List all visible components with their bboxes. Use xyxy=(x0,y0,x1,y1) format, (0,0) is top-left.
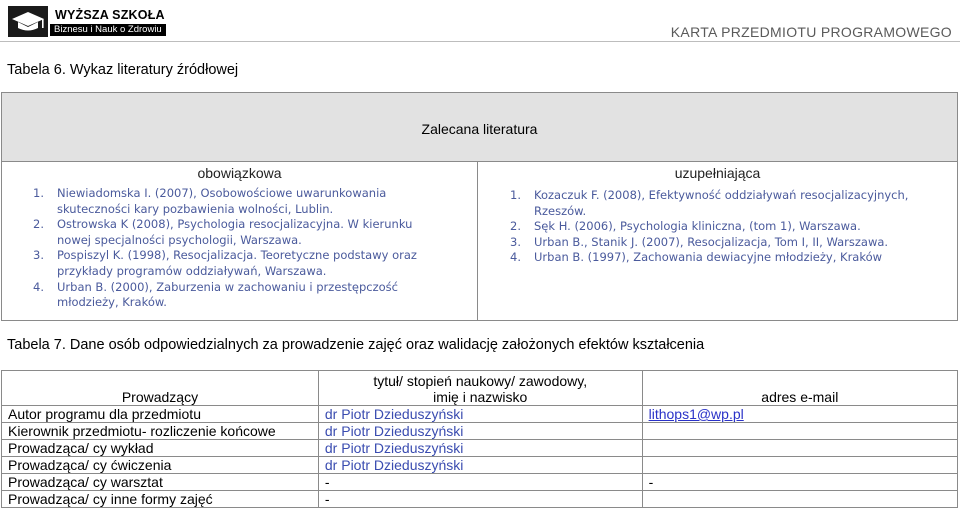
list-item xyxy=(510,235,950,251)
school-logo xyxy=(8,6,165,37)
item-number: 1. xyxy=(33,186,44,200)
literature-table-header xyxy=(2,93,957,162)
mandatory-literature-list xyxy=(33,186,443,311)
reference-text: Ostrowska K (2008), Psychologia resocjalizacyjna. W kierunku nowej specjalności psychologii, Warszawa. xyxy=(57,217,413,247)
role-cell: Kierownik przedmiotu- rozliczenie końcowe xyxy=(2,423,319,440)
list-item xyxy=(33,280,443,311)
email-cell xyxy=(642,406,957,423)
role-cell: Prowadząca/ cy inne formy zajęć xyxy=(2,491,319,508)
document-title: KARTA PRZEDMIOTU PROGRAMOWEGO xyxy=(670,24,952,40)
literature-heading: Zalecana literatura xyxy=(421,121,538,137)
logo-subtitle: Biznesu i Nauk o Zdrowiu xyxy=(50,24,166,36)
table-row xyxy=(2,457,958,474)
header-title-line2: imię i nazwisko xyxy=(433,389,528,405)
email-link[interactable]: lithops1@wp.pl xyxy=(648,406,744,422)
reference-text: Pospiszyl K. (1998), Resocjalizacja. Teoretyczne podstawy oraz przykłady programów oddziaływań, Warszawa. xyxy=(57,248,417,278)
header-title-name xyxy=(318,371,642,406)
mandatory-literature-title: obowiązkowa xyxy=(197,165,282,181)
staff-table-header-row xyxy=(2,371,958,406)
item-number: 4. xyxy=(510,250,521,265)
list-item xyxy=(510,250,950,266)
list-item xyxy=(33,248,443,279)
supplementary-literature-title: uzupełniająca xyxy=(674,165,761,181)
table-row xyxy=(2,440,958,457)
reference-text: Sęk H. (2006), Psychologia kliniczna, (tom 1), Warszawa. xyxy=(534,219,861,234)
table-row xyxy=(2,491,958,508)
role-cell: Prowadząca/ cy warsztat xyxy=(2,474,319,491)
email-cell xyxy=(642,491,957,508)
person-cell: dr Piotr Dzieduszyński xyxy=(318,457,642,474)
item-number: 4. xyxy=(33,279,44,294)
role-cell: Prowadząca/ cy ćwiczenia xyxy=(2,457,319,474)
supplementary-literature-column xyxy=(478,162,957,320)
item-number: 3. xyxy=(33,248,44,263)
email-cell xyxy=(642,457,957,474)
list-item xyxy=(510,219,950,235)
header-title-line1: tytuł/ stopień naukowy/ zawodowy, xyxy=(373,373,588,389)
supplementary-literature-list xyxy=(510,188,950,266)
table-row xyxy=(2,423,958,440)
graduation-cap-logo-icon xyxy=(8,6,48,37)
item-number: 1. xyxy=(510,188,521,202)
role-cell: Autor programu dla przedmiotu xyxy=(2,406,319,423)
role-cell: Prowadząca/ cy wykład xyxy=(2,440,319,457)
person-cell: - xyxy=(318,474,642,491)
item-number: 2. xyxy=(510,219,521,234)
header-instructor: Prowadzący xyxy=(2,371,319,406)
reference-text: Urban B. (1997), Zachowania dewiacyjne młodzieży, Kraków xyxy=(534,250,883,265)
header-email: adres e-mail xyxy=(642,371,957,406)
person-cell: dr Piotr Dzieduszyński xyxy=(318,406,642,423)
item-number: 2. xyxy=(33,217,44,232)
staff-table xyxy=(1,370,958,508)
email-cell xyxy=(642,423,957,440)
literature-table xyxy=(1,92,958,321)
item-number: 3. xyxy=(510,234,521,249)
reference-text: Niewiadomska I. (2007), Osobowościowe uwarunkowania skuteczności kary pozbawienia wolności, Lublin. xyxy=(57,186,387,216)
person-cell: - xyxy=(318,491,642,508)
reference-text: Kozaczuk F. (2008), Efektywność oddziaływań resocjalizacyjnych, Rzeszów. xyxy=(534,188,909,218)
list-item xyxy=(33,186,443,217)
list-item xyxy=(33,217,443,248)
person-cell: dr Piotr Dzieduszyński xyxy=(318,440,642,457)
email-cell: - xyxy=(642,474,957,491)
person-cell: dr Piotr Dzieduszyński xyxy=(318,423,642,440)
table-row xyxy=(2,406,958,423)
logo-title: WYŻSZA SZKOŁA xyxy=(55,8,165,22)
header-divider xyxy=(0,41,960,42)
staff-table-caption: Tabela 7. Dane osób odpowiedzialnych za prowadzenie zajęć oraz walidację założonych efektów kształcenia xyxy=(7,337,705,353)
reference-text: Urban B., Stanik J. (2007), Resocjalizacja, Tom I, II, Warszawa. xyxy=(534,234,889,249)
mandatory-literature-column xyxy=(2,162,478,320)
reference-text: Urban B. (2000), Zaburzenia w zachowaniu i przestępczość młodzieży, Kraków. xyxy=(57,279,398,310)
literature-table-caption: Tabela 6. Wykaz literatury źródłowej xyxy=(7,62,239,78)
list-item xyxy=(510,188,950,219)
table-row xyxy=(2,474,958,491)
email-cell xyxy=(642,440,957,457)
